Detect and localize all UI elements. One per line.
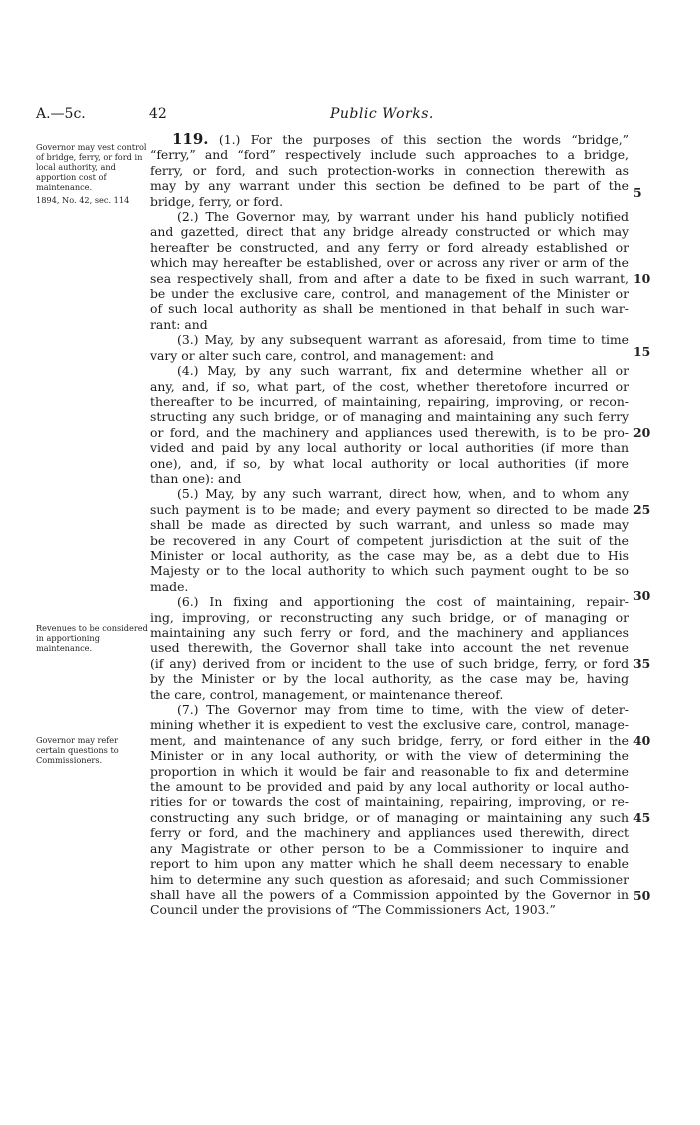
body-line-text: (6.) In fixing and apportioning the cost of maintaining, repair- [177, 594, 629, 610]
body-line [150, 471, 629, 486]
body-line-text: be recovered in any Court of competent jurisdiction at the suit of the [150, 532, 629, 548]
body-line [150, 841, 629, 856]
body-line [150, 440, 629, 455]
body-line [150, 825, 629, 840]
body-line-text: rities for or towards the cost of maintaining, repairing, improving, or re- [150, 794, 629, 810]
body-line-text: or ford, and the machinery and appliances used therewith, is to be pro- [150, 424, 629, 440]
body-line-text: bridge, ferry, or ford. [150, 193, 284, 209]
body-line [150, 379, 629, 394]
body-line-text: (2.) The Governor may, by warrant under his hand publicly notified [177, 209, 629, 225]
line-number: 5 [633, 184, 642, 200]
body-line-text: shall have all the powers of a Commission appointed by the Governor in [150, 886, 629, 902]
body-line-text: “ferry,” and “ford” respectively include such approaches to a bridge, [150, 147, 629, 163]
margin-note-vest-control [36, 142, 148, 205]
body-line-text: hereafter be constructed, and any ferry or ford already established or [150, 239, 629, 255]
body-line [150, 687, 629, 702]
line-number: 30 [633, 588, 651, 604]
body-line-text: of such local authority as shall be mentioned in that behalf in such war- [150, 301, 629, 317]
body-line [150, 456, 629, 471]
body-line-text: one), and, if so, by what local authority or local authorities (if more [150, 455, 629, 471]
body-line [150, 856, 629, 871]
section-body [150, 132, 629, 918]
body-line-text: (1.) For the purposes of this section the words “bridge,” [218, 132, 629, 147]
body-line-text: shall be made as directed by such warrant, and unless so made may [150, 517, 629, 533]
body-line [150, 209, 629, 224]
body-line-text: ing, improving, or reconstructing any such bridge, or of managing or [150, 609, 629, 625]
line-number: 10 [633, 270, 651, 286]
body-line [150, 502, 629, 517]
body-line [150, 255, 629, 270]
body-line-text: ment, and maintenance of any such bridge, ferry, or ford either in the [150, 732, 629, 748]
body-line-text: Minister or in any local authority, or with the view of determining the [150, 748, 629, 764]
body-line [150, 348, 629, 363]
body-line [150, 394, 629, 409]
body-line-text: any, and, if so, what part, of the cost, whether theretofore incurred or [150, 378, 629, 394]
body-line-text: structing any such bridge, or of managing and maintaining any such ferry [150, 409, 629, 425]
body-line [150, 194, 629, 209]
body-line-text: such payment is to be made; and every payment so directed to be made [150, 501, 629, 517]
section-number: 119. [172, 132, 209, 148]
body-line-text: maintaining any such ferry or ford, and the machinery and appliances [150, 625, 629, 640]
body-line [150, 671, 629, 686]
body-line-text: report to him upon any matter which he shall deem necessary to enable [150, 856, 629, 872]
body-line-text: and gazetted, direct that any bridge already constructed or which may [150, 224, 629, 240]
body-line [150, 579, 629, 594]
body-line-text: ferry or ford, and the machinery and appliances used therewith, direct [150, 825, 629, 841]
running-title: Public Works. [330, 106, 434, 122]
body-line [150, 425, 629, 440]
body-line-text: him to determine any such question as aforesaid; and such Commissioner [150, 871, 629, 887]
body-line-text: Council under the provisions of “The Commissioners Act, 1903.” [150, 902, 556, 918]
body-line [150, 286, 629, 301]
body-line [150, 363, 629, 378]
margin-note-text: Governor may vest control of bridge, ferry, or ford in local authority, and apportion cost of maintenance. [36, 142, 147, 192]
document-code: A.—5c. [36, 106, 86, 122]
body-line-text: proportion in which it would be fair and reasonable to fix and determine [150, 763, 629, 779]
body-line [150, 317, 629, 332]
body-line [150, 301, 629, 316]
body-line-text: vary or alter such care, control, and management: and [150, 347, 494, 363]
line-number: 15 [633, 343, 651, 359]
body-line [150, 517, 629, 532]
margin-note-revenues [36, 623, 148, 653]
body-line [150, 147, 629, 162]
body-line-text: (7.) The Governor may from time to time, with the view of deter- [177, 702, 629, 718]
body-line-text: by the Minister or by the local authority, as the case may be, having [150, 671, 629, 687]
body-line-text: Minister or local authority, as the case may be, as a debt due to His [150, 547, 629, 563]
body-line-text: be under the exclusive care, control, and management of the Minister or [150, 286, 629, 302]
body-line [150, 610, 629, 625]
body-line-text: mining whether it is expedient to vest the exclusive care, control, manage- [150, 717, 629, 733]
margin-note-text: Governor may refer certain questions to Commissioners. [36, 735, 119, 765]
body-line-text: used therewith, the Governor shall take into account the net revenue [150, 640, 629, 656]
body-line [150, 656, 629, 671]
body-line-text: the care, control, management, or maintenance thereof. [150, 686, 504, 702]
body-line [150, 563, 629, 578]
body-line [150, 764, 629, 779]
body-line [150, 409, 629, 424]
body-line-text: constructing any such bridge, or of managing or maintaining any such [150, 809, 629, 825]
body-line [150, 733, 629, 748]
body-line-text: (5.) May, by any such warrant, direct how, when, and to whom any [177, 486, 629, 502]
body-line [150, 625, 629, 640]
body-line [150, 702, 629, 717]
body-line-text: the amount to be provided and paid by any local authority or local autho- [150, 779, 629, 795]
body-line [150, 887, 629, 902]
line-number: 50 [633, 887, 651, 903]
body-line [150, 163, 629, 178]
body-line [150, 640, 629, 655]
body-line-text: ferry, or ford, and such protection-works in connection therewith as [150, 162, 629, 178]
body-line-text: thereafter to be incurred, of maintaining, repairing, improving, or recon- [150, 393, 629, 409]
body-line [150, 271, 629, 286]
body-line-text: rant: and [150, 316, 208, 332]
line-number: 25 [633, 502, 651, 518]
line-number: 35 [633, 656, 651, 672]
body-line [150, 748, 629, 763]
body-line-text: than one): and [150, 470, 242, 486]
body-line [150, 224, 629, 239]
body-line [150, 717, 629, 732]
body-line-text: any Magistrate or other person to be a Commissioner to inquire and [150, 840, 629, 856]
body-line [150, 794, 629, 809]
body-line [150, 533, 629, 548]
body-line [150, 779, 629, 794]
margin-note-commissioners [36, 735, 148, 765]
page-number: 42 [149, 106, 167, 122]
body-line [150, 548, 629, 563]
body-line [150, 486, 629, 501]
body-line-text: vided and paid by any local authority or local authorities (if more than [150, 440, 629, 456]
body-line [150, 872, 629, 887]
body-line [150, 902, 629, 917]
body-line-text: Majesty or to the local authority to which such payment ought to be so [150, 563, 629, 579]
section-first-line [150, 132, 629, 147]
margin-note-text: Revenues to be considered in apportioning maintenance. [36, 623, 148, 653]
body-line [150, 178, 629, 193]
body-line [150, 240, 629, 255]
margin-note-citation: 1894, No. 42, sec. 114 [36, 195, 130, 205]
body-line-text: (4.) May, by any such warrant, fix and determine whether all or [177, 363, 629, 379]
line-number: 20 [633, 424, 651, 440]
body-line-text: (if any) derived from or incident to the use of such bridge, ferry, or ford [150, 655, 629, 671]
line-number: 40 [633, 733, 651, 749]
line-number: 45 [633, 810, 651, 826]
body-line [150, 810, 629, 825]
body-line-text: which may hereafter be established, over or across any river or arm of the [150, 255, 629, 271]
body-line-text: made. [150, 578, 189, 594]
body-line [150, 594, 629, 609]
body-line-text: (3.) May, by any subsequent warrant as aforesaid, from time to time [177, 332, 629, 348]
body-line-text: may by any warrant under this section be defined to be part of the [150, 178, 629, 194]
body-line-text: sea respectively shall, from and after a date to be fixed in such warrant, [150, 270, 629, 286]
body-line [150, 332, 629, 347]
